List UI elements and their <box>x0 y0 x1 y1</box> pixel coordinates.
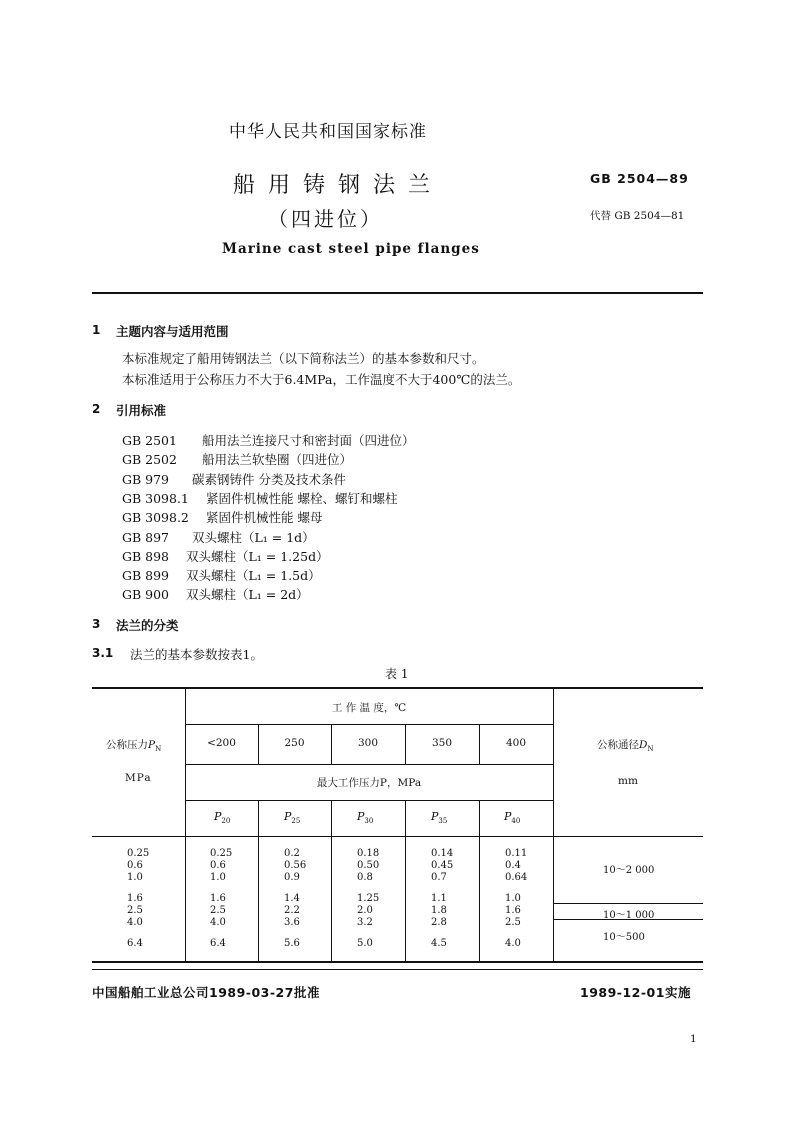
table-cell: 0.2 <box>284 848 300 859</box>
p-col-header: $P_{35}$ <box>431 810 448 826</box>
table-vline <box>185 687 186 962</box>
head-pn-label: 公称压力 <box>106 739 148 751</box>
ref-item <box>122 450 352 468</box>
table-cell: 0.8 <box>357 872 373 883</box>
p30-values <box>357 848 379 950</box>
p20-values <box>210 848 232 950</box>
ref-code: GB 3098.1 <box>122 491 189 506</box>
page-number: 1 <box>690 1033 697 1045</box>
table-caption: 表 1 <box>385 667 409 681</box>
head-dn-label: 公称通径 <box>597 739 639 751</box>
ref-item <box>122 508 322 526</box>
table-cell: 0.64 <box>505 872 528 883</box>
ref-text: 双头螺柱（L₁ = 2d） <box>186 587 309 602</box>
approval-line: 中国船舶工业总公司1989-03-27批准 <box>92 985 320 1000</box>
table-cell: 0.6 <box>210 860 226 871</box>
table-cell: 1.0 <box>505 893 521 904</box>
table-hline <box>185 764 553 765</box>
table-cell: 2.5 <box>505 917 521 928</box>
ref-item <box>122 585 309 603</box>
section-3-number: 3 <box>92 617 101 631</box>
ref-item <box>122 528 315 546</box>
ref-item <box>122 489 397 507</box>
table-cell: 0.18 <box>357 848 380 859</box>
table-cell: 1.0 <box>127 872 143 883</box>
table-vline <box>553 687 554 962</box>
document-subtitle: （四进位） <box>268 207 383 231</box>
table-cell: 3.6 <box>284 917 300 928</box>
table-cell: 0.25 <box>127 848 150 859</box>
dn-range: 10～2 000 <box>603 865 655 876</box>
section-3-1-number: 3.1 <box>92 646 114 660</box>
issuing-authority: 中华人民共和国国家标准 <box>229 122 427 142</box>
p-col-header: $P_{20}$ <box>214 810 231 826</box>
section-1-title: 主题内容与适用范围 <box>116 324 229 339</box>
table-vline <box>405 800 406 962</box>
table-cell: 2.5 <box>210 905 226 916</box>
table-cell: 2.2 <box>284 905 300 916</box>
table-vline <box>331 800 332 962</box>
table-cell: 1.6 <box>210 893 226 904</box>
ref-text: 紧固件机械性能 螺母 <box>206 510 323 525</box>
section-2-number: 2 <box>92 402 101 416</box>
table-hline <box>553 903 703 904</box>
table-cell: 2.5 <box>127 905 143 916</box>
head-working-temperature: 工 作 温 度，℃ <box>331 702 407 714</box>
effective-date: 1989-12-01实施 <box>580 985 691 1000</box>
table-hline <box>92 836 703 837</box>
table-cell: 1.6 <box>127 893 143 904</box>
table-cell: 1.6 <box>505 905 521 916</box>
ref-code: GB 900 <box>122 587 170 602</box>
table-cell: 0.56 <box>284 860 307 871</box>
ref-text: 船用法兰连接尺寸和密封面（四进位） <box>202 433 415 448</box>
table-cell: 2.8 <box>431 917 447 928</box>
ref-text: 双头螺柱（L₁ = 1.5d） <box>186 568 321 583</box>
table-vline <box>479 800 480 962</box>
pn-values <box>127 848 149 950</box>
section-1-line-1: 本标准规定了船用铸钢法兰（以下简称法兰）的基本参数和尺寸。 <box>122 351 485 366</box>
ref-code: GB 897 <box>122 530 170 545</box>
table-cell: 4.5 <box>431 938 447 949</box>
table-vline <box>258 800 259 962</box>
ref-item <box>122 566 321 584</box>
temp-col-header: 250 <box>284 737 305 749</box>
table-cell: 2.0 <box>357 905 373 916</box>
table-cell: 3.2 <box>357 917 373 928</box>
table-top-rule <box>92 687 703 689</box>
p-col-header: $P_{30}$ <box>357 810 374 826</box>
head-nominal-diameter <box>597 737 654 753</box>
section-1-line-2: 本标准适用于公称压力不大于6.4MPa，工作温度不大于400℃的法兰。 <box>122 372 521 387</box>
table-cell: 0.9 <box>284 872 300 883</box>
ref-code: GB 899 <box>122 568 170 583</box>
section-2-title: 引用标准 <box>116 403 167 418</box>
table-cell: 0.45 <box>431 860 454 871</box>
table-cell: 0.7 <box>431 872 447 883</box>
table-hline <box>185 724 553 725</box>
head-nominal-pressure <box>106 737 161 753</box>
ref-text: 双头螺柱（L₁ = 1.25d） <box>186 549 329 564</box>
temp-col-header: 400 <box>505 737 527 749</box>
table-cell: 0.50 <box>357 860 380 871</box>
ref-item <box>122 470 346 488</box>
p-col-header: $P_{40}$ <box>504 810 521 826</box>
p35-values <box>431 848 453 950</box>
section-1-number: 1 <box>92 323 101 337</box>
head-pn-symbol: P <box>148 739 156 751</box>
english-title: Marine cast steel pipe flanges <box>222 241 480 257</box>
footer-divider <box>92 969 703 970</box>
temp-col-header: 350 <box>431 737 453 749</box>
p25-values <box>284 848 306 950</box>
ref-code: GB 898 <box>122 549 170 564</box>
ref-code: GB 979 <box>122 472 170 487</box>
table-cell: 6.4 <box>210 938 226 949</box>
table-hline <box>185 800 553 801</box>
ref-text: 船用法兰软垫圈（四进位） <box>202 452 353 467</box>
head-max-working-pressure: 最大工作压力P，MPa <box>316 777 422 789</box>
section-3-1-text: 法兰的基本参数按表1。 <box>130 647 263 662</box>
ref-code: GB 2501 <box>122 433 177 448</box>
table-cell: 5.0 <box>357 938 373 949</box>
dn-range: 10～500 <box>603 932 645 943</box>
p-col-header: $P_{25}$ <box>284 810 301 826</box>
table-cell: 0.4 <box>505 860 521 871</box>
ref-item <box>122 431 415 449</box>
table-cell: 1.1 <box>431 893 447 904</box>
table-cell: 0.14 <box>431 848 454 859</box>
table-cell: 6.4 <box>127 938 143 949</box>
table-cell: 0.6 <box>127 860 143 871</box>
ref-text: 紧固件机械性能 螺栓、螺钉和螺柱 <box>206 491 398 506</box>
head-pn-subscript: N <box>155 745 162 754</box>
header-divider <box>92 292 703 294</box>
ref-code: GB 3098.2 <box>122 510 189 525</box>
head-dn-subscript: N <box>647 745 654 754</box>
table-cell: 4.0 <box>505 938 521 949</box>
table-bottom-rule <box>92 961 703 963</box>
temp-col-header: 300 <box>357 737 379 749</box>
table-cell: 4.0 <box>210 917 226 928</box>
ref-text: 双头螺柱（L₁ = 1d） <box>192 530 315 545</box>
table-cell: 1.25 <box>357 893 380 904</box>
ref-code: GB 2502 <box>122 452 177 467</box>
table-cell: 0.11 <box>505 848 528 859</box>
p40-values <box>505 848 527 950</box>
ref-text: 碳素钢铸件 分类及技术条件 <box>192 472 346 487</box>
table-cell: 1.4 <box>284 893 300 904</box>
standard-number: GB 2504—89 <box>590 171 689 186</box>
table-cell: 0.25 <box>210 848 233 859</box>
ref-item <box>122 547 329 565</box>
section-3-title: 法兰的分类 <box>116 618 179 633</box>
temp-col-header: <200 <box>207 737 236 749</box>
head-dn-symbol: D <box>639 739 648 751</box>
head-dn-unit: mm <box>618 775 638 787</box>
table-cell: 4.0 <box>127 917 143 928</box>
table-cell: 1.8 <box>431 905 447 916</box>
dn-range: 10～1 000 <box>603 910 655 921</box>
table-cell: 1.0 <box>210 872 226 883</box>
document-title: 船 用 铸 钢 法 兰 <box>233 173 433 198</box>
table-cell: 5.6 <box>284 938 300 949</box>
head-pn-unit: MPa <box>125 772 152 784</box>
replaces-standard: 代替 GB 2504—81 <box>590 210 685 222</box>
